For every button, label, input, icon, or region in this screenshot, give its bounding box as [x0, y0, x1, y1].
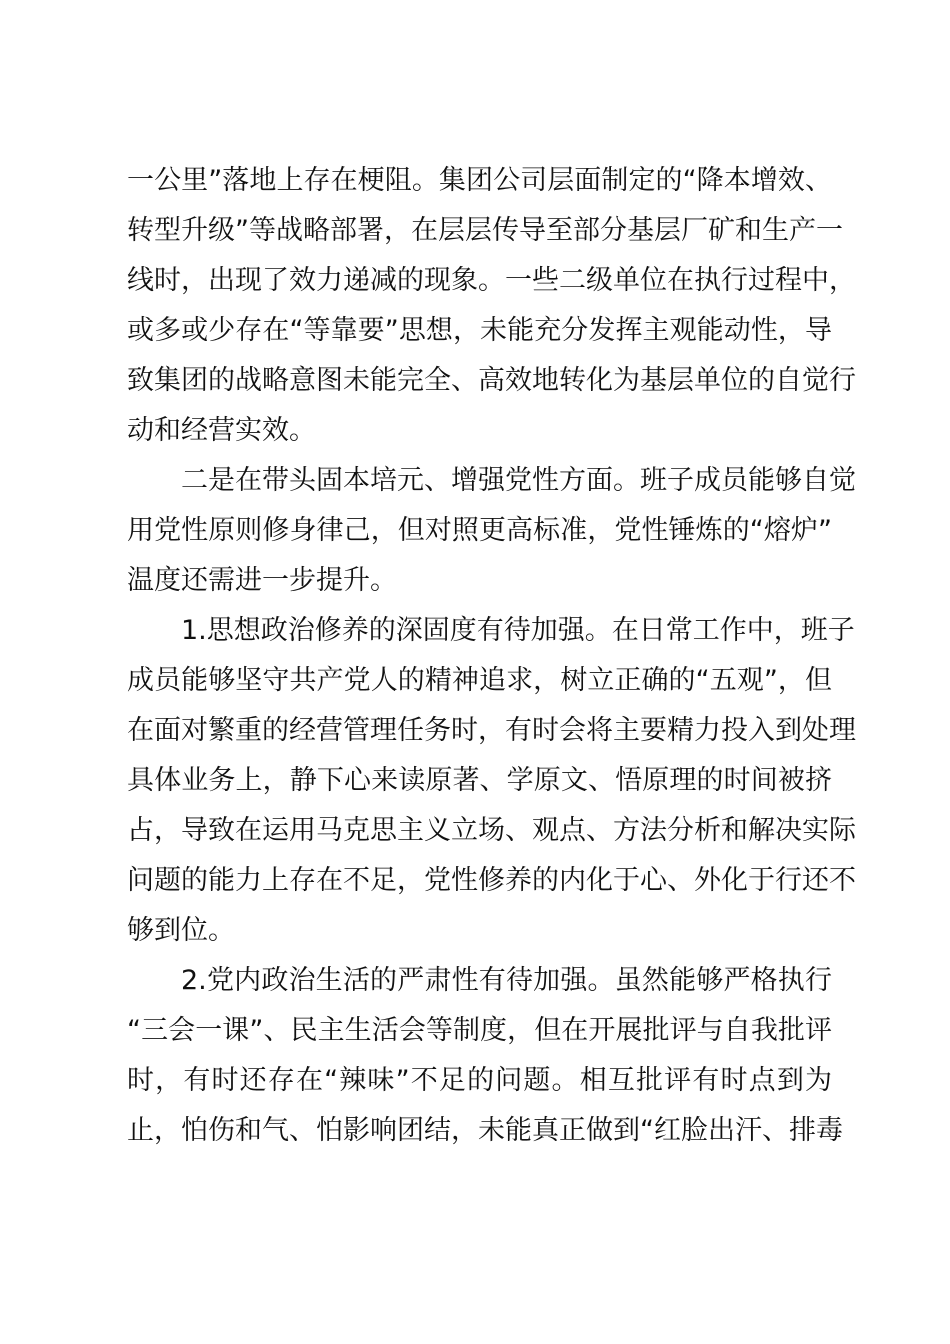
text-line: 温度还需进一步提升。 — [127, 565, 397, 596]
paragraph-2 — [127, 456, 856, 606]
paragraph-4 — [127, 956, 843, 1156]
text-line: 线时，出现了效力递减的现象。一些二级单位在执行过程中， — [127, 265, 856, 296]
text-line: 致集团的战略意图未能完全、高效地转化为基层单位的自觉行 — [127, 365, 856, 396]
text-line: 2.党内政治生活的严肃性有待加强。虽然能够严格执行 — [181, 965, 832, 996]
text-line: 问题的能力上存在不足，党性修养的内化于心、外化于行还不 — [127, 865, 856, 896]
text-line: 转型升级”等战略部署，在层层传导至部分基层厂矿和生产一 — [127, 215, 843, 246]
text-line: 占，导致在运用马克思主义立场、观点、方法分析和解决实际 — [127, 815, 856, 846]
paragraph-1 — [127, 156, 856, 456]
text-line: 在面对繁重的经营管理任务时，有时会将主要精力投入到处理 — [127, 715, 856, 746]
text-line: 二是在带头固本培元、增强党性方面。班子成员能够自觉 — [181, 465, 856, 496]
text-line: 动和经营实效。 — [127, 415, 316, 446]
text-line: 1.思想政治修养的深固度有待加强。在日常工作中，班子 — [181, 615, 855, 646]
text-line: 时，有时还存在“辣味”不足的问题。相互批评有时点到为 — [127, 1065, 832, 1096]
text-line: “三会一课”、民主生活会等制度，但在开展批评与自我批评 — [127, 1015, 832, 1046]
text-line: 具体业务上，静下心来读原著、学原文、悟原理的时间被挤 — [127, 765, 832, 796]
text-line: 或多或少存在“等靠要”思想，未能充分发挥主观能动性，导 — [127, 315, 832, 346]
document-page — [127, 156, 856, 1156]
text-line: 止，怕伤和气、怕影响团结，未能真正做到“红脸出汗、排毒 — [127, 1115, 843, 1146]
text-line: 够到位。 — [127, 915, 235, 946]
text-line: 一公里”落地上存在梗阻。集团公司层面制定的“降本增效、 — [127, 165, 832, 196]
text-line: 成员能够坚守共产党人的精神追求，树立正确的“五观”，但 — [127, 665, 832, 696]
text-line: 用党性原则修身律己，但对照更高标准，党性锤炼的“熔炉” — [127, 515, 832, 546]
paragraph-3 — [127, 606, 856, 956]
